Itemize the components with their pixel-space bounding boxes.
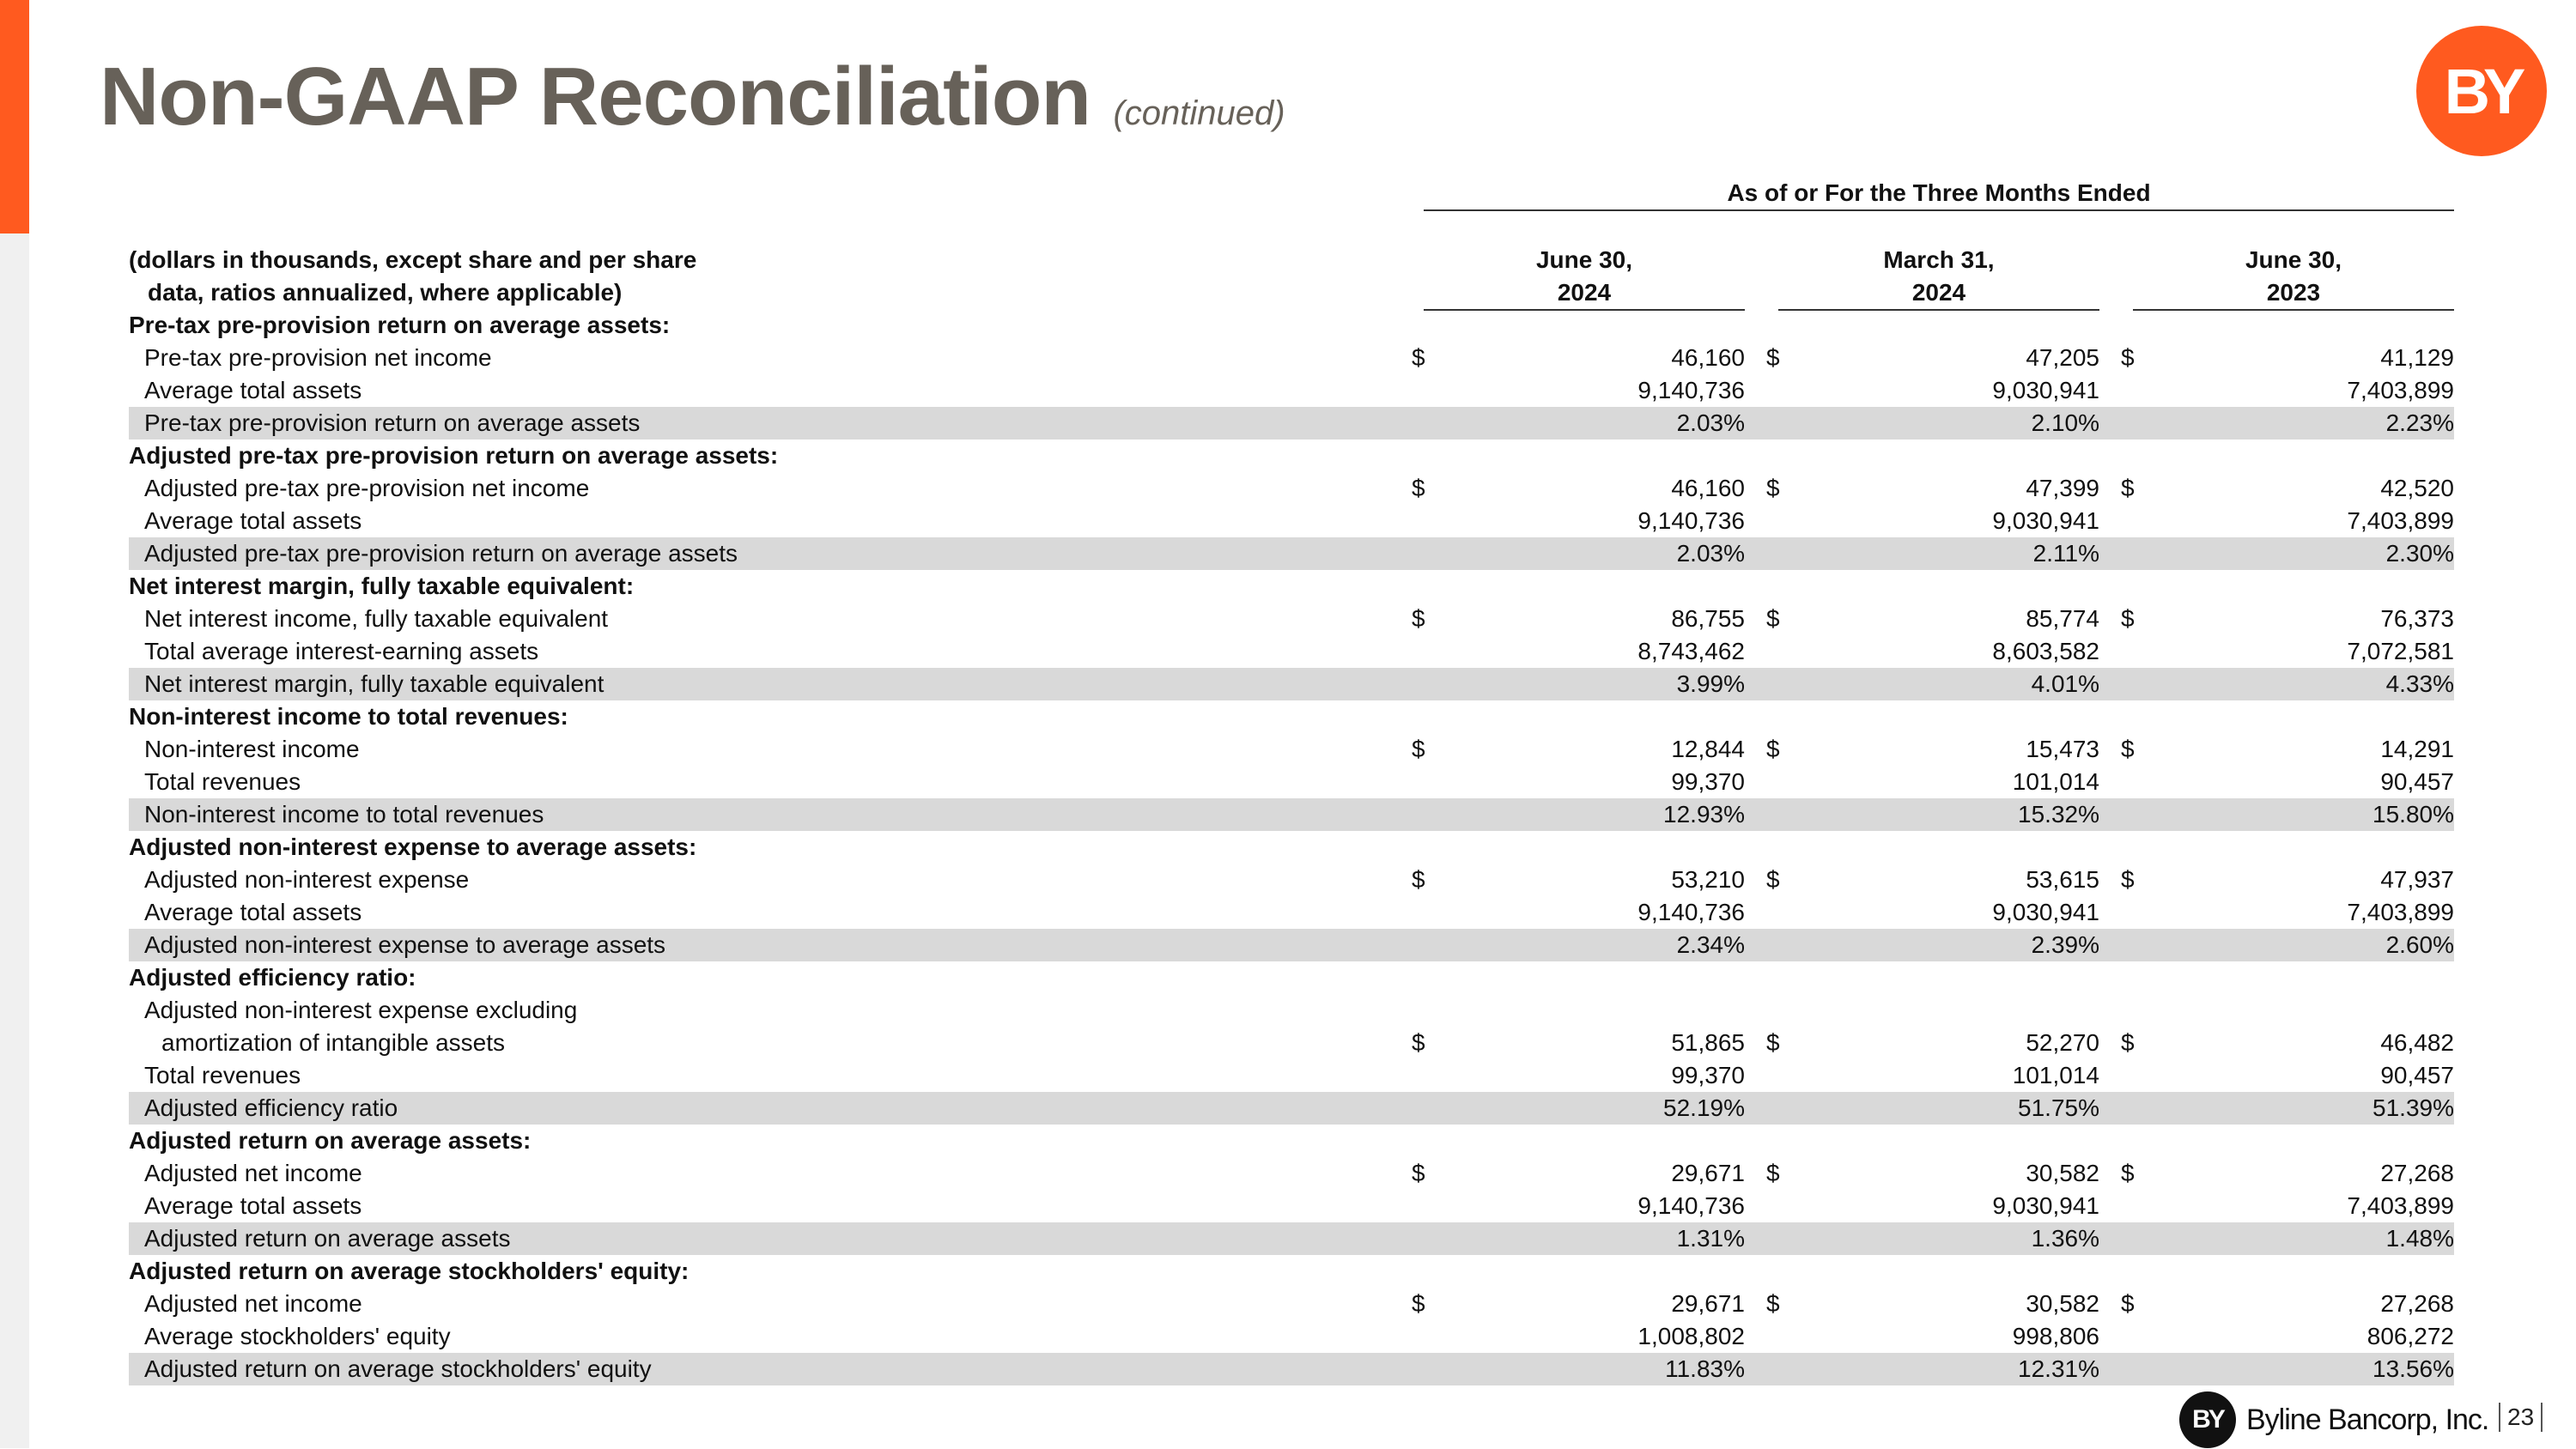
table-row — [129, 472, 2454, 505]
row-label: Adjusted pre-tax pre-provision net income — [144, 475, 590, 501]
cell-value: 41,129 — [2380, 344, 2454, 371]
section-header-row — [129, 831, 2454, 864]
currency-symbol: $ — [2121, 344, 2135, 371]
cell-value: 15.80% — [2372, 801, 2454, 828]
cell-value: 8,603,582 — [1992, 638, 2099, 664]
cell-value: 51.39% — [2372, 1094, 2454, 1121]
column-header-line1: June 30, — [2245, 246, 2342, 273]
section-header-row — [129, 1255, 2454, 1288]
row-label: Total revenues — [144, 768, 301, 795]
cell-value: 51.75% — [2018, 1094, 2099, 1121]
footer-company-name: Byline Bancorp, Inc. — [2246, 1403, 2489, 1436]
currency-symbol: $ — [2121, 736, 2135, 762]
row-label: Pre-tax pre-provision return on average assets: — [129, 312, 671, 338]
cell-value: 8,743,462 — [1637, 638, 1745, 664]
currency-symbol: $ — [1766, 344, 1780, 371]
currency-symbol: $ — [1766, 605, 1780, 632]
cell-value: 53,210 — [1671, 866, 1745, 893]
table-label-header — [129, 244, 816, 309]
cell-value: 2.39% — [2031, 931, 2099, 958]
cell-value: 27,268 — [2380, 1290, 2454, 1317]
section-header-row — [129, 700, 2454, 733]
row-label: Adjusted pre-tax pre-provision return on average assets — [144, 540, 738, 567]
table-row — [129, 1288, 2454, 1320]
byline-logo — [2416, 26, 2547, 156]
cell-value: 42,520 — [2380, 475, 2454, 501]
cell-value: 29,671 — [1671, 1290, 1745, 1317]
cell-value: 9,030,941 — [1992, 377, 2099, 403]
row-label: Adjusted efficiency ratio — [144, 1094, 398, 1121]
table-row — [129, 668, 2454, 700]
cell-value: 15.32% — [2018, 801, 2099, 828]
cell-value: 53,615 — [2026, 866, 2099, 893]
cell-value: 4.01% — [2031, 670, 2099, 697]
cell-value: 7,072,581 — [2347, 638, 2454, 664]
column-header-march-2024 — [1778, 244, 2099, 311]
section-header-row — [129, 1125, 2454, 1157]
row-label: Adjusted return on average assets: — [129, 1127, 532, 1154]
row-label: Net interest margin, fully taxable equivalent — [144, 670, 605, 697]
label-header-line2: data, ratios annualized, where applicable) — [148, 279, 623, 306]
cell-value: 3.99% — [1676, 670, 1745, 697]
cell-value: 30,582 — [2026, 1160, 2099, 1186]
title-subtitle: (continued) — [1113, 94, 1285, 132]
cell-value: 47,205 — [2026, 344, 2099, 371]
row-label: Adjusted non-interest expense excluding — [144, 997, 578, 1023]
cell-value: 101,014 — [2012, 768, 2099, 795]
cell-value: 47,399 — [2026, 475, 2099, 501]
cell-value: 9,140,736 — [1637, 377, 1745, 403]
table-row — [129, 1092, 2454, 1125]
cell-value: 1,008,802 — [1637, 1323, 1745, 1349]
table-row — [129, 407, 2454, 440]
currency-symbol: $ — [2121, 1290, 2135, 1317]
row-label: Total average interest-earning assets — [144, 638, 539, 664]
row-label: amortization of intangible assets — [161, 1029, 505, 1056]
cell-value: 2.30% — [2385, 540, 2454, 567]
row-label: Adjusted return on average stockholders' equity — [144, 1355, 652, 1382]
row-label: Non-interest income — [144, 736, 360, 762]
cell-value: 76,373 — [2380, 605, 2454, 632]
row-label: Total revenues — [144, 1062, 301, 1088]
cell-value: 9,030,941 — [1992, 1192, 2099, 1219]
cell-value: 806,272 — [2366, 1323, 2454, 1349]
cell-value: 2.60% — [2385, 931, 2454, 958]
currency-symbol: $ — [1412, 344, 1425, 371]
cell-value: 46,160 — [1671, 344, 1745, 371]
cell-value: 4.33% — [2385, 670, 2454, 697]
table-row — [129, 929, 2454, 961]
section-header-row — [129, 961, 2454, 994]
currency-symbol: $ — [2121, 866, 2135, 893]
cell-value: 2.10% — [2031, 409, 2099, 436]
column-header-june-2024 — [1424, 244, 1745, 311]
table-row — [129, 1353, 2454, 1385]
footer-logo-mark: BY — [2179, 1391, 2236, 1448]
cell-value: 2.03% — [1676, 540, 1745, 567]
cell-value: 2.34% — [1676, 931, 1745, 958]
table-row — [129, 766, 2454, 798]
table-row — [129, 896, 2454, 929]
table-row — [129, 1027, 2454, 1059]
row-label: Average total assets — [144, 1192, 362, 1219]
footer-logo — [2179, 1391, 2488, 1449]
section-header-row — [129, 440, 2454, 472]
row-label: Net interest income, fully taxable equivalent — [144, 605, 609, 632]
currency-symbol: $ — [1412, 1160, 1425, 1186]
page-title — [100, 50, 1285, 144]
table-row — [129, 635, 2454, 668]
table-row — [129, 994, 2454, 1027]
row-label: Adjusted net income — [144, 1290, 362, 1317]
row-label: Adjusted non-interest expense to average assets: — [129, 834, 697, 860]
cell-value: 2.03% — [1676, 409, 1745, 436]
cell-value: 12.31% — [2018, 1355, 2099, 1382]
cell-value: 1.31% — [1676, 1225, 1745, 1252]
cell-value: 7,403,899 — [2347, 1192, 2454, 1219]
table-row — [129, 1222, 2454, 1255]
table-row — [129, 1059, 2454, 1092]
column-header-line1: March 31, — [1883, 246, 1995, 273]
cell-value: 90,457 — [2380, 1062, 2454, 1088]
cell-value: 27,268 — [2380, 1160, 2454, 1186]
page-number: 23 — [2499, 1403, 2543, 1432]
row-label: Pre-tax pre-provision return on average assets — [144, 409, 641, 436]
column-header-june-2023 — [2133, 244, 2454, 311]
cell-value: 7,403,899 — [2347, 377, 2454, 403]
table-row — [129, 342, 2454, 374]
period-header: As of or For the Three Months Ended — [1424, 179, 2454, 211]
cell-value: 11.83% — [1665, 1355, 1745, 1382]
cell-value: 99,370 — [1671, 1062, 1745, 1088]
label-header-line1: (dollars in thousands, except share and per share — [129, 246, 697, 273]
table-row — [129, 505, 2454, 537]
cell-value: 7,403,899 — [2347, 899, 2454, 925]
cell-value: 9,140,736 — [1637, 899, 1745, 925]
table-row — [129, 603, 2454, 635]
cell-value: 7,403,899 — [2347, 507, 2454, 534]
currency-symbol: $ — [1766, 736, 1780, 762]
section-header-row — [129, 309, 2454, 342]
cell-value: 101,014 — [2012, 1062, 2099, 1088]
cell-value: 46,482 — [2380, 1029, 2454, 1056]
table-row — [129, 798, 2454, 831]
cell-value: 2.23% — [2385, 409, 2454, 436]
currency-symbol: $ — [2121, 605, 2135, 632]
table-row — [129, 733, 2454, 766]
brand-accent-bar — [0, 0, 29, 233]
cell-value: 9,030,941 — [1992, 507, 2099, 534]
currency-symbol: $ — [1412, 1290, 1425, 1317]
table-row — [129, 374, 2454, 407]
row-label: Non-interest income to total revenues — [144, 801, 544, 828]
column-header-line1: June 30, — [1535, 246, 1633, 273]
currency-symbol: $ — [1766, 866, 1780, 893]
title-main: Non-GAAP Reconciliation — [100, 51, 1091, 142]
cell-value: 85,774 — [2026, 605, 2099, 632]
cell-value: 12,844 — [1671, 736, 1745, 762]
cell-value: 99,370 — [1671, 768, 1745, 795]
currency-symbol: $ — [2121, 475, 2135, 501]
cell-value: 47,937 — [2380, 866, 2454, 893]
currency-symbol: $ — [2121, 1029, 2135, 1056]
cell-value: 998,806 — [2012, 1323, 2099, 1349]
cell-value: 14,291 — [2380, 736, 2454, 762]
row-label: Average stockholders' equity — [144, 1323, 451, 1349]
cell-value: 2.11% — [2032, 540, 2099, 567]
cell-value: 52.19% — [1663, 1094, 1745, 1121]
currency-symbol: $ — [1766, 1029, 1780, 1056]
cell-value: 9,030,941 — [1992, 899, 2099, 925]
cell-value: 52,270 — [2026, 1029, 2099, 1056]
cell-value: 51,865 — [1671, 1029, 1745, 1056]
row-label: Average total assets — [144, 507, 362, 534]
currency-symbol: $ — [1766, 1290, 1780, 1317]
row-label: Adjusted efficiency ratio: — [129, 964, 416, 991]
cell-value: 9,140,736 — [1637, 507, 1745, 534]
currency-symbol: $ — [1412, 736, 1425, 762]
cell-value: 12.93% — [1663, 801, 1745, 828]
row-label: Average total assets — [144, 377, 362, 403]
row-label: Adjusted return on average assets — [144, 1225, 511, 1252]
table-row — [129, 537, 2454, 570]
row-label: Adjusted return on average stockholders' equity: — [129, 1258, 690, 1284]
reconciliation-table — [129, 309, 2454, 1385]
currency-symbol: $ — [1412, 475, 1425, 501]
currency-symbol: $ — [2121, 1160, 2135, 1186]
row-label: Pre-tax pre-provision net income — [144, 344, 492, 371]
cell-value: 46,160 — [1671, 475, 1745, 501]
cell-value: 86,755 — [1671, 605, 1745, 632]
row-label: Adjusted pre-tax pre-provision return on average assets: — [129, 442, 779, 469]
row-label: Adjusted non-interest expense — [144, 866, 470, 893]
cell-value: 30,582 — [2026, 1290, 2099, 1317]
currency-symbol: $ — [1412, 605, 1425, 632]
cell-value: 1.36% — [2031, 1225, 2099, 1252]
currency-symbol: $ — [1412, 1029, 1425, 1056]
currency-symbol: $ — [1412, 866, 1425, 893]
logo-text: BY — [2444, 55, 2519, 127]
section-header-row — [129, 570, 2454, 603]
row-label: Adjusted net income — [144, 1160, 362, 1186]
table-row — [129, 1320, 2454, 1353]
row-label: Net interest margin, fully taxable equivalent: — [129, 573, 635, 599]
cell-value: 15,473 — [2026, 736, 2099, 762]
cell-value: 29,671 — [1671, 1160, 1745, 1186]
currency-symbol: $ — [1766, 475, 1780, 501]
row-label: Non-interest income to total revenues: — [129, 703, 568, 730]
table-row — [129, 1157, 2454, 1190]
currency-symbol: $ — [1766, 1160, 1780, 1186]
row-label: Average total assets — [144, 899, 362, 925]
cell-value: 13.56% — [2372, 1355, 2454, 1382]
row-label: Adjusted non-interest expense to average assets — [144, 931, 666, 958]
column-header-line2: 2023 — [2266, 279, 2321, 306]
cell-value: 1.48% — [2385, 1225, 2454, 1252]
table-row — [129, 864, 2454, 896]
cell-value: 90,457 — [2380, 768, 2454, 795]
column-header-line2: 2024 — [1911, 279, 1966, 306]
table-row — [129, 1190, 2454, 1222]
column-header-line2: 2024 — [1557, 279, 1612, 306]
cell-value: 9,140,736 — [1637, 1192, 1745, 1219]
